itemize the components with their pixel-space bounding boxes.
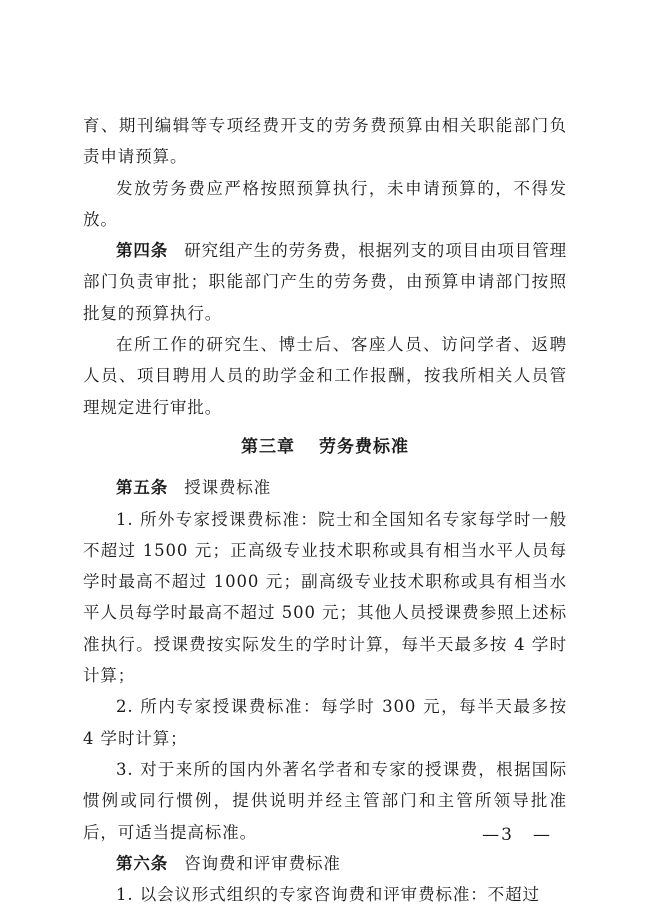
article-6-heading: 第六条 xyxy=(116,853,169,873)
article-6-title: 咨询费和评审费标准 xyxy=(184,853,341,873)
article-6-heading-line xyxy=(83,848,567,879)
chapter-title: 劳务费标准 xyxy=(319,436,409,457)
paragraph-budget-responsibility: 育、期刊编辑等专项经费开支的劳务费预算由相关职能部门负责申请预算。 xyxy=(83,116,567,167)
paragraph-personnel-approval: 在所工作的研究生、博士后、客座人员、访问学者、返聘人员、项目聘用人员的助学金和工作报酬，按我所相关人员管理规定进行审批。 xyxy=(83,335,567,417)
article-5-item-3: 3. 对于来所的国内外著名学者和专家的授课费，根据国际惯例或同行惯例，提供说明并经主管部门和主管所领导批准后，可适当提高标准。 xyxy=(83,759,567,842)
paragraph-budget-execution: 发放劳务费应严格按照预算执行，未申请预算的，不得发放。 xyxy=(83,178,567,229)
article-5-title: 授课费标准 xyxy=(184,478,272,498)
article-5-heading-line xyxy=(83,472,567,503)
article-4-heading: 第四条 xyxy=(116,241,169,261)
article-4-text: 研究组产生的劳务费，根据列支的项目由项目管理部门负责审批；职能部门产生的劳务费，由预算申请部门按照批复的预算执行。 xyxy=(83,241,568,323)
chapter-number: 第三章 xyxy=(241,436,295,457)
page-number: —3 — xyxy=(482,825,552,845)
article-5-heading: 第五条 xyxy=(116,478,169,498)
paragraph-article-4 xyxy=(83,235,567,329)
document-body xyxy=(83,110,567,910)
article-5-item-2: 2. 所内专家授课费标准：每学时 300 元，每半天最多按 4 学时计算； xyxy=(83,697,567,748)
chapter-heading xyxy=(83,432,567,463)
article-5-item-1: 1. 所外专家授课费标准：院士和全国知名专家每学时一般不超过 1500 元；正高级专业技术职称或具有相当水平人员每学时最高不超过 1000 元；副高级专业技术职称或具有相当水平人员每学时最高不超过 500 元；其他人员授课费参照上述标准执行。授课费按实际发生的学时计算，每半天最多按 4 学时计算； xyxy=(83,509,567,686)
article-6-item-1: 1. 以会议形式组织的专家咨询费和评审费标准：不超过 xyxy=(116,885,540,905)
